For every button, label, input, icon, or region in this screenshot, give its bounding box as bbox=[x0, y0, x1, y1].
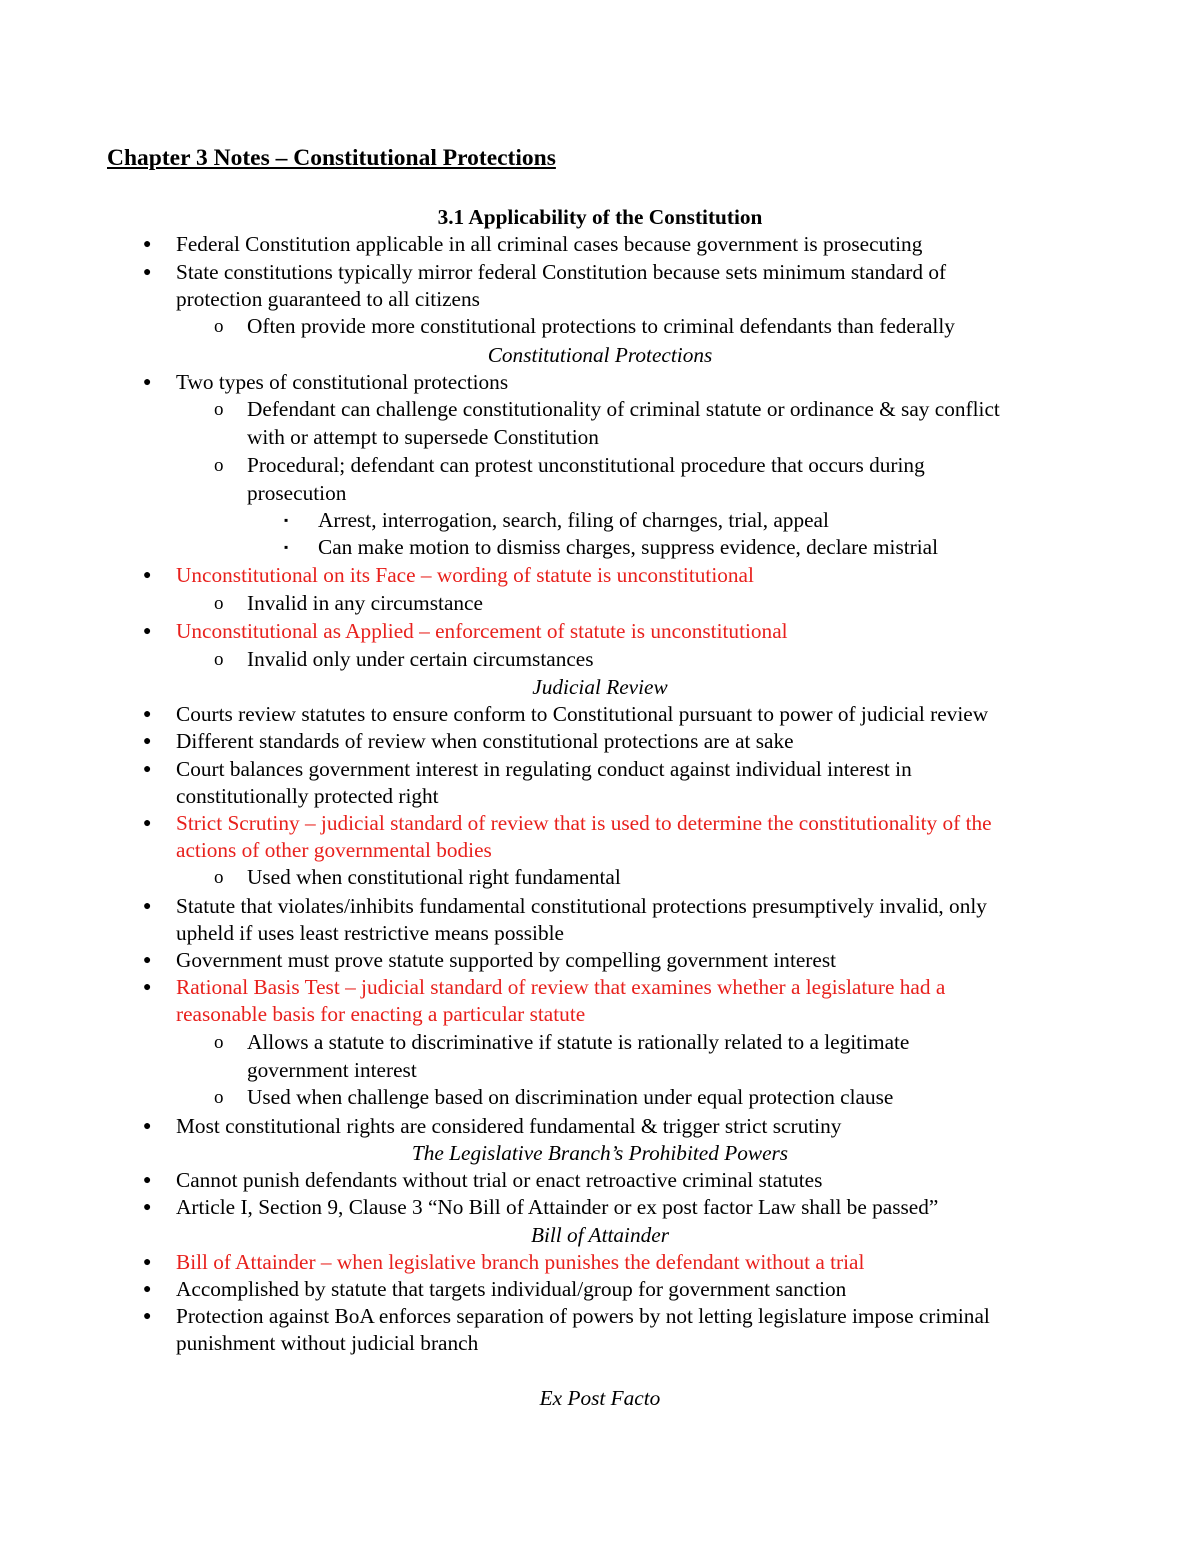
bullet-dot-icon: ● bbox=[143, 1255, 152, 1270]
list-item-continuation: upheld if uses least restrictive means possible bbox=[176, 921, 564, 945]
subheading-ex-post-facto: Ex Post Facto bbox=[539, 1386, 661, 1410]
list-item-continuation: punishment without judicial branch bbox=[176, 1331, 479, 1355]
list-item: Different standards of review when constitutional protections are at sake bbox=[176, 729, 794, 753]
list-item: Most constitutional rights are considered fundamental & trigger strict scrutiny bbox=[176, 1114, 842, 1138]
bullet-dot-icon: ● bbox=[143, 953, 152, 968]
bullet-dot-icon: ● bbox=[143, 237, 152, 252]
bullet-dot-icon: ● bbox=[143, 734, 152, 749]
document-title: Chapter 3 Notes – Constitutional Protections bbox=[107, 145, 556, 171]
definition-item-continuation: actions of other governmental bodies bbox=[176, 838, 492, 862]
bullet-dot-icon: ● bbox=[143, 265, 152, 280]
list-item-continuation: protection guaranteed to all citizens bbox=[176, 287, 480, 311]
subheading-constitutional-protections: Constitutional Protections bbox=[487, 343, 713, 367]
bullet-dot-icon: ● bbox=[143, 568, 152, 583]
subheading-judicial-review: Judicial Review bbox=[532, 675, 668, 699]
bullet-dot-icon: ● bbox=[143, 1173, 152, 1188]
bullet-dot-icon: ● bbox=[143, 762, 152, 777]
sub-list-item: Defendant can challenge constitutionality of criminal statute or ordinance & say conflict bbox=[247, 397, 1000, 421]
sub-list-item: Used when constitutional right fundamental bbox=[247, 865, 621, 889]
sub-list-item: Allows a statute to discriminative if statute is rationally related to a legitimate bbox=[247, 1030, 910, 1054]
definition-item: Rational Basis Test – judicial standard of review that examines whether a legislature had a bbox=[176, 975, 946, 999]
list-item: Protection against BoA enforces separation of powers by not letting legislature impose criminal bbox=[176, 1304, 990, 1328]
bullet-circle-icon: o bbox=[214, 455, 224, 476]
sub-sub-list-item: Can make motion to dismiss charges, suppress evidence, declare mistrial bbox=[318, 535, 939, 559]
bullet-dot-icon: ● bbox=[143, 899, 152, 914]
bullet-dot-icon: ● bbox=[143, 1309, 152, 1324]
sub-sub-list-item: Arrest, interrogation, search, filing of charnges, trial, appeal bbox=[318, 508, 829, 532]
section-heading: 3.1 Applicability of the Constitution bbox=[437, 205, 763, 229]
sub-list-item: Procedural; defendant can protest unconstitutional procedure that occurs during bbox=[247, 453, 925, 477]
sub-list-item-continuation: government interest bbox=[247, 1058, 417, 1082]
list-item: Cannot punish defendants without trial or enact retroactive criminal statutes bbox=[176, 1168, 823, 1192]
list-item: State constitutions typically mirror federal Constitution because sets minimum standard of bbox=[176, 260, 947, 284]
subheading-prohibited-powers: The Legislative Branch’s Prohibited Powers bbox=[411, 1141, 789, 1165]
subheading-bill-of-attainder: Bill of Attainder bbox=[530, 1223, 670, 1247]
list-item: Court balances government interest in regulating conduct against individual interest in bbox=[176, 757, 912, 781]
bullet-circle-icon: o bbox=[214, 1032, 224, 1053]
sub-list-item-continuation: prosecution bbox=[247, 481, 347, 505]
bullet-circle-icon: o bbox=[214, 1087, 224, 1108]
list-item: Courts review statutes to ensure conform to Constitutional pursuant to power of judicial review bbox=[176, 702, 989, 726]
bullet-dot-icon: ● bbox=[143, 1282, 152, 1297]
list-item: Article I, Section 9, Clause 3 “No Bill of Attainder or ex post factor Law shall be passed” bbox=[176, 1195, 939, 1219]
sub-list-item-continuation: with or attempt to supersede Constitution bbox=[247, 425, 599, 449]
bullet-dot-icon: ● bbox=[143, 707, 152, 722]
sub-list-item: Used when challenge based on discrimination under equal protection clause bbox=[247, 1085, 894, 1109]
bullet-circle-icon: o bbox=[214, 867, 224, 888]
list-item: Two types of constitutional protections bbox=[176, 370, 509, 394]
bullet-square-icon: ▪ bbox=[284, 540, 289, 554]
list-item: Federal Constitution applicable in all criminal cases because government is prosecuting bbox=[176, 232, 923, 256]
bullet-dot-icon: ● bbox=[143, 624, 152, 639]
list-item: Statute that violates/inhibits fundamental constitutional protections presumptively invalid, only bbox=[176, 894, 987, 918]
bullet-dot-icon: ● bbox=[143, 980, 152, 995]
bullet-dot-icon: ● bbox=[143, 375, 152, 390]
bullet-circle-icon: o bbox=[214, 316, 224, 337]
definition-item: Unconstitutional as Applied – enforcement of statute is unconstitutional bbox=[176, 619, 788, 643]
list-item: Government must prove statute supported by compelling government interest bbox=[176, 948, 837, 972]
bullet-circle-icon: o bbox=[214, 649, 224, 670]
bullet-circle-icon: o bbox=[214, 399, 224, 420]
bullet-dot-icon: ● bbox=[143, 1200, 152, 1215]
definition-item: Strict Scrutiny – judicial standard of review that is used to determine the constitutionality of the bbox=[176, 811, 992, 835]
sub-list-item: Invalid in any circumstance bbox=[247, 591, 483, 615]
definition-item: Bill of Attainder – when legislative branch punishes the defendant without a trial bbox=[176, 1250, 865, 1274]
definition-item-continuation: reasonable basis for enacting a particular statute bbox=[176, 1002, 586, 1026]
list-item-continuation: constitutionally protected right bbox=[176, 784, 439, 808]
bullet-dot-icon: ● bbox=[143, 816, 152, 831]
sub-list-item: Invalid only under certain circumstances bbox=[247, 647, 594, 671]
bullet-dot-icon: ● bbox=[143, 1119, 152, 1134]
sub-list-item: Often provide more constitutional protections to criminal defendants than federally bbox=[247, 314, 955, 338]
bullet-square-icon: ▪ bbox=[284, 513, 289, 527]
definition-item: Unconstitutional on its Face – wording of statute is unconstitutional bbox=[176, 563, 754, 587]
bullet-circle-icon: o bbox=[214, 593, 224, 614]
list-item: Accomplished by statute that targets individual/group for government sanction bbox=[176, 1277, 847, 1301]
